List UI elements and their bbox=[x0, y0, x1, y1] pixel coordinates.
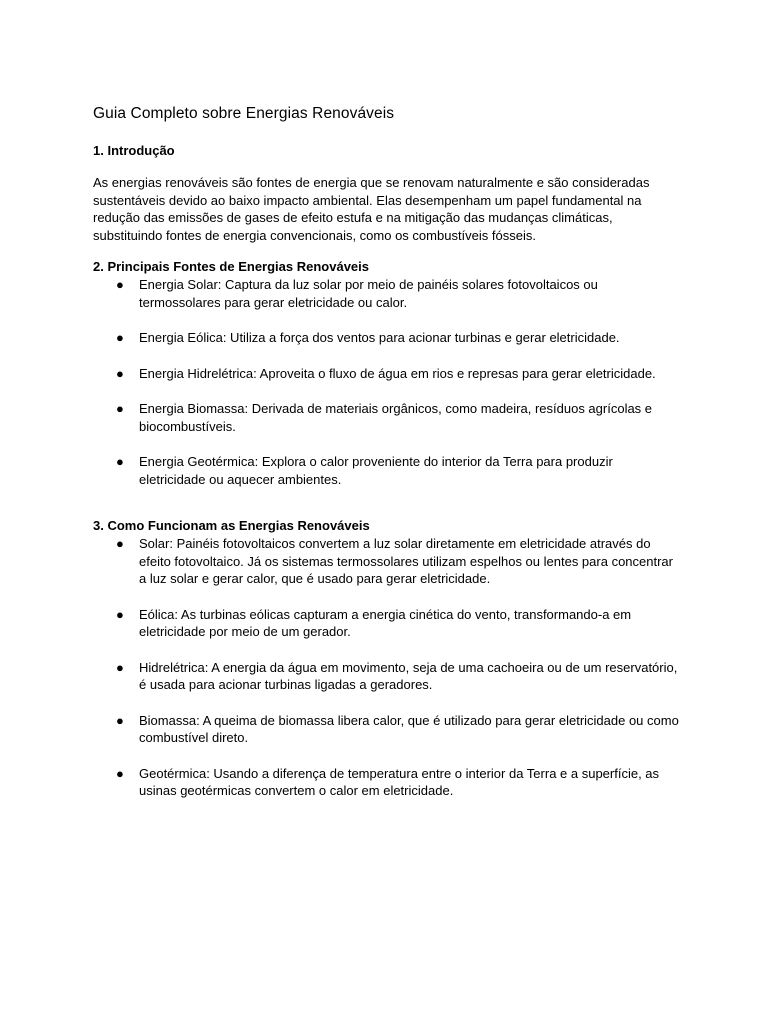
section-heading-introducao: 1. Introdução bbox=[93, 143, 175, 158]
list-item-text: Geotérmica: Usando a diferença de temperatura entre o interior da Terra e a superfície, as usinas geotérmicas convertem o calor em eletricidade. bbox=[139, 765, 660, 798]
list-item-text: Energia Eólica: Utiliza a força dos ventos para acionar turbinas e gerar eletricidade. bbox=[139, 330, 620, 345]
bullet-icon: ● bbox=[116, 712, 124, 728]
intro-paragraph: As energias renováveis são fontes de energia que se renovam naturalmente e são consideradas sustentáveis devido ao baixo impacto ambiental. Elas desempenham um papel fundamental na redução das emissões de gases de efeito estufa e na mitigação das mudanças climáticas, substituindo fontes de energia convencionais, como os combustíveis fósseis. bbox=[93, 175, 650, 243]
list-item bbox=[93, 712, 679, 747]
list-item bbox=[93, 535, 679, 588]
list-item bbox=[93, 659, 679, 694]
bullet-icon: ● bbox=[116, 536, 124, 551]
bullet-icon: ● bbox=[116, 330, 124, 345]
list-item bbox=[93, 606, 679, 641]
bullet-icon: ● bbox=[116, 365, 124, 381]
bullet-icon: ● bbox=[116, 454, 124, 469]
bullet-icon: ● bbox=[116, 659, 124, 675]
list-item-text: Energia Geotérmica: Explora o calor proveniente do interior da Terra para produzir eletricidade ou aquecer ambientes. bbox=[139, 454, 613, 487]
sources-list bbox=[93, 276, 683, 488]
list-item bbox=[93, 453, 679, 488]
list-item-text: Energia Solar: Captura da luz solar por meio de painéis solares fotovoltaicos ou termossolares para gerar eletricidade ou calor. bbox=[139, 277, 598, 310]
bullet-icon: ● bbox=[116, 277, 124, 292]
list-item-text: Biomassa: A queima de biomassa libera calor, que é utilizado para gerar eletricidade ou como combustível direto. bbox=[139, 712, 679, 745]
how-it-works-list bbox=[93, 535, 683, 800]
list-item-text: Energia Hidrelétrica: Aproveita o fluxo de água em rios e represas para gerar eletricidade. bbox=[139, 365, 656, 381]
list-item-text: Energia Biomassa: Derivada de materiais orgânicos, como madeira, resíduos agrícolas e biocombustíveis. bbox=[139, 401, 653, 434]
section-heading-principais-fontes: 2. Principais Fontes de Energias Renováveis bbox=[93, 259, 369, 274]
list-item bbox=[93, 765, 679, 800]
list-item-text: Hidrelétrica: A energia da água em movimento, seja de uma cachoeira ou de um reservatório, é usada para acionar turbinas ligadas a geradores. bbox=[139, 659, 678, 692]
list-item bbox=[93, 365, 679, 383]
document-page bbox=[93, 104, 683, 800]
bullet-icon: ● bbox=[116, 606, 124, 622]
list-item bbox=[93, 329, 679, 347]
list-item-text: Solar: Painéis fotovoltaicos convertem a luz solar diretamente em eletricidade através do efeito fotovoltaico. Já os sistemas termossolares utilizam espelhos ou lentes para concentrar a luz solar e gerar calor, que é usado para gerar eletricidade. bbox=[139, 536, 673, 586]
bullet-icon: ● bbox=[116, 401, 124, 416]
list-item-text: Eólica: As turbinas eólicas capturam a energia cinética do vento, transformando-a em eletricidade por meio de um gerador. bbox=[139, 606, 632, 639]
list-item bbox=[93, 276, 679, 311]
document-title: Guia Completo sobre Energias Renováveis bbox=[93, 105, 395, 122]
section-heading-como-funcionam: 3. Como Funcionam as Energias Renováveis bbox=[93, 518, 370, 533]
bullet-icon: ● bbox=[116, 765, 124, 781]
list-item bbox=[93, 400, 679, 435]
